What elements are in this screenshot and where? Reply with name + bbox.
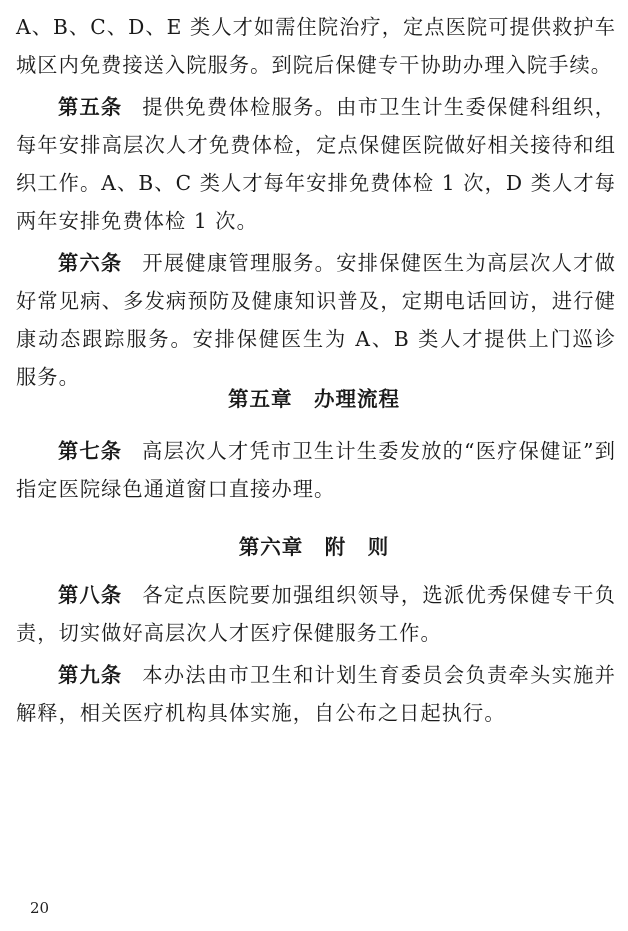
article-5 xyxy=(16,88,616,240)
page-number: 20 xyxy=(30,899,50,917)
article-7-label: 第七条 xyxy=(58,439,123,463)
article-5-text: 提供免费体检服务。由市卫生计生委保健科组织，每年安排高层次人才免费体检，定点保健医院做好相关接待和组织工作。A、B、C 类人才每年安排免费体检 1 次，D 类人才每两年安排免费体检 1 次。 xyxy=(16,95,616,233)
article-6-text: 开展健康管理服务。安排保健医生为高层次人才做好常见病、多发病预防及健康知识普及，定期电话回访，进行健康动态跟踪服务。安排保健医生为 A、B 类人才提供上门巡诊服务。 xyxy=(16,251,616,389)
chapter-6-heading: 第六章 附 则 xyxy=(238,535,390,559)
paragraph-continued-text: A、B、C、D、E 类人才如需住院治疗，定点医院可提供救护车城区内免费接送入院服务。到院后保健专干协助办理入院手续。 xyxy=(16,15,616,77)
article-6-label: 第六条 xyxy=(58,251,123,275)
article-9-label: 第九条 xyxy=(58,663,123,687)
article-9-text: 本办法由市卫生和计划生育委员会负责牵头实施并解释，相关医疗机构具体实施，自公布之日起执行。 xyxy=(16,663,616,725)
article-6 xyxy=(16,244,616,396)
chapter-5-heading: 第五章 办理流程 xyxy=(228,387,400,411)
article-8-label: 第八条 xyxy=(58,583,123,607)
article-9 xyxy=(16,656,616,732)
article-7-text: 高层次人才凭市卫生计生委发放的“医疗保健证”到指定医院绿色通道窗口直接办理。 xyxy=(16,439,616,501)
paragraph-continued xyxy=(16,8,616,84)
article-8-text: 各定点医院要加强组织领导，选派优秀保健专干负责，切实做好高层次人才医疗保健服务工作。 xyxy=(16,583,616,645)
article-5-label: 第五条 xyxy=(58,95,123,119)
article-8 xyxy=(16,576,616,652)
article-7 xyxy=(16,432,616,508)
